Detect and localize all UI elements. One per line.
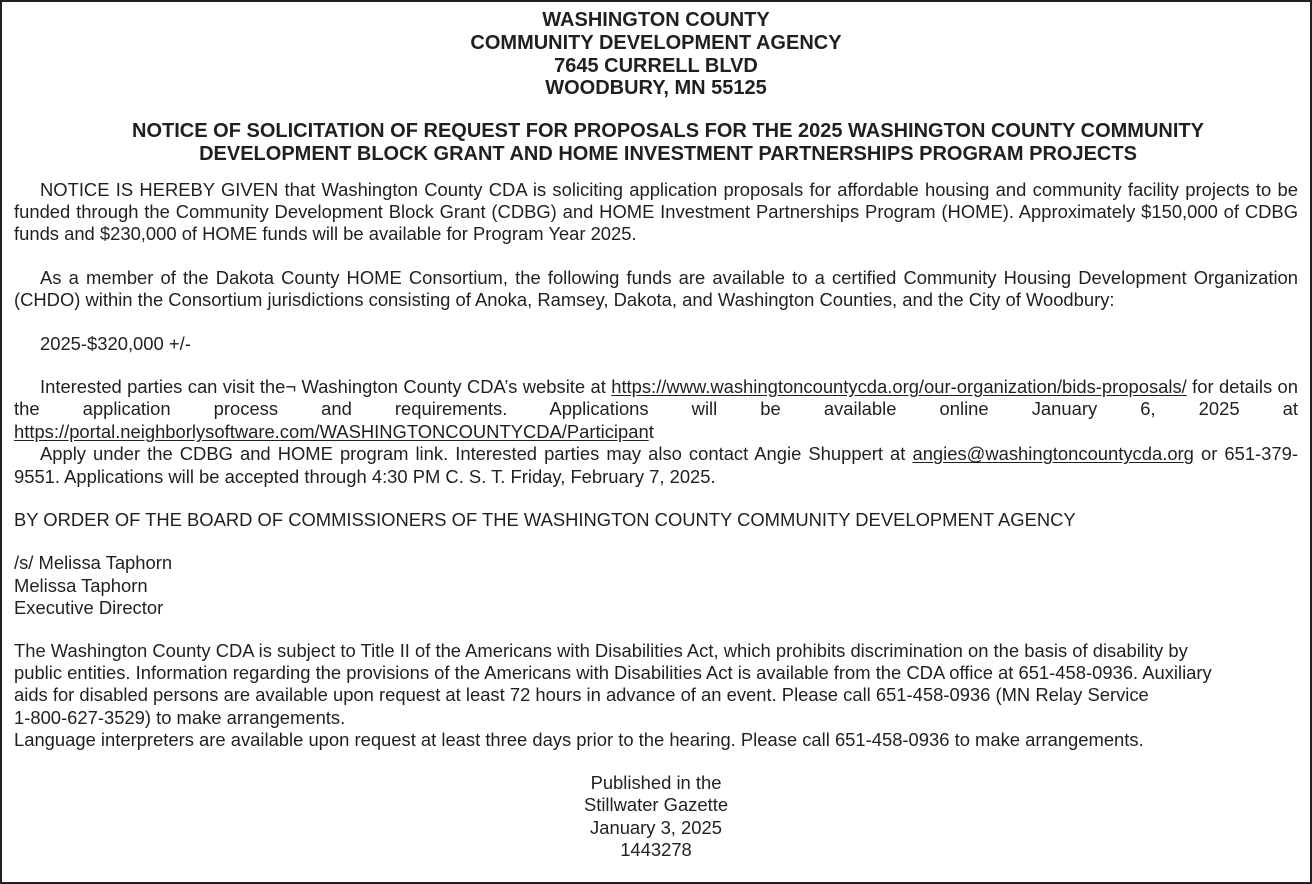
ada-line-4: 1-800-627-3529) to make arrangements. [14,706,346,728]
bids-proposals-link[interactable]: https://www.washingtoncountycda.org/our-organization/bids-proposals/ [611,376,1187,398]
signatory-title: Executive Director [14,596,164,618]
website-text-2: for details on the application process and requirements. Applications will be available online January 6, 2025 at [14,376,1298,420]
website-text-3: t [648,420,654,442]
ada-line-5: Language interpreters are available upon request at least three days prior to the hearing. Please call 651-458-0936 to make arrangements. [14,728,1144,750]
publication-block [14,772,1298,861]
notice-number: 1443278 [620,838,692,860]
ada-line-2: public entities. Information regarding the provisions of the Americans with Disabilities Act is available from the CDA office at 651-458-0936. Auxiliary [14,662,1212,684]
ada-line-1: The Washington County CDA is subject to Title II of the Americans with Disabilities Act, which prohibits discrimination on the basis of disability by [14,640,1188,662]
publication-date: January 3, 2025 [590,816,722,838]
header-county: WASHINGTON COUNTY [542,9,770,31]
notice-title-line-1: NOTICE OF SOLICITATION OF REQUEST FOR PROPOSALS FOR THE 2025 WASHINGTON COUNTY COMMUNITY [132,120,1204,143]
published-in-label: Published in the [590,772,722,794]
signature-block [14,552,1298,619]
header-city: WOODBURY, MN 55125 [545,77,767,100]
paragraph-funds-amount: 2025-$320,000 +/- [40,332,191,354]
header-agency: COMMUNITY DEVELOPMENT AGENCY [470,31,842,54]
contact-email-link[interactable]: angies@washingtoncountycda.org [912,443,1194,465]
signatory-name: Melissa Taphorn [14,574,148,596]
paragraph-website [14,376,1298,443]
notice-title [14,120,1298,166]
apply-text-1: Apply under the CDBG and HOME program link. Interested parties may also contact Angie Shuppert at [40,443,913,465]
paragraph-consortium: As a member of the Dakota County HOME Consortium, the following funds are available to a certified Community Housing Development Organization (CHDO) within the Consortium jurisdictions consisting of Anoka, Ramsey, Dakota, and Washington Counties, and the City of Woodbury: [14,266,1298,311]
paragraph-board-order: BY ORDER OF THE BOARD OF COMMISSIONERS OF THE WASHINGTON COUNTY COMMUNITY DEVELOPMENT AGENCY [14,509,1076,531]
notice-title-line-2: DEVELOPMENT BLOCK GRANT AND HOME INVESTMENT PARTNERSHIPS PROGRAM PROJECTS [199,143,1137,166]
portal-link[interactable]: https://portal.neighborlysoftware.com/WASHINGTONCOUNTYCDA/Participan [14,420,649,442]
agency-header [14,9,1298,100]
apply-text-2: or 651-379-9551. Applications will be accepted through 4:30 PM C. S. T. Friday, February 7, 2025. [14,443,1298,487]
paragraph-solicitation: NOTICE IS HEREBY GIVEN that Washington County CDA is soliciting application proposals for affordable housing and community facility projects to be funded through the Community Development Block Grant (CDBG) and HOME Investment Partnerships Program (HOME). Approximately $150,000 of CDBG funds and $230,000 of HOME funds will be available for Program Year 2025. [14,178,1298,245]
website-text-1: Interested parties can visit the¬ Washington County CDA’s website at [40,376,612,398]
signature-line: /s/ Melissa Taphorn [14,552,173,574]
newspaper-name: Stillwater Gazette [583,794,729,816]
ada-statement [14,640,1298,751]
paragraph-apply [14,443,1298,488]
ada-line-3: aids for disabled persons are available upon request at least 72 hours in advance of an event. Please call 651-458-0936 (MN Relay Service [14,684,1149,706]
header-street: 7645 CURRELL BLVD [554,54,758,77]
